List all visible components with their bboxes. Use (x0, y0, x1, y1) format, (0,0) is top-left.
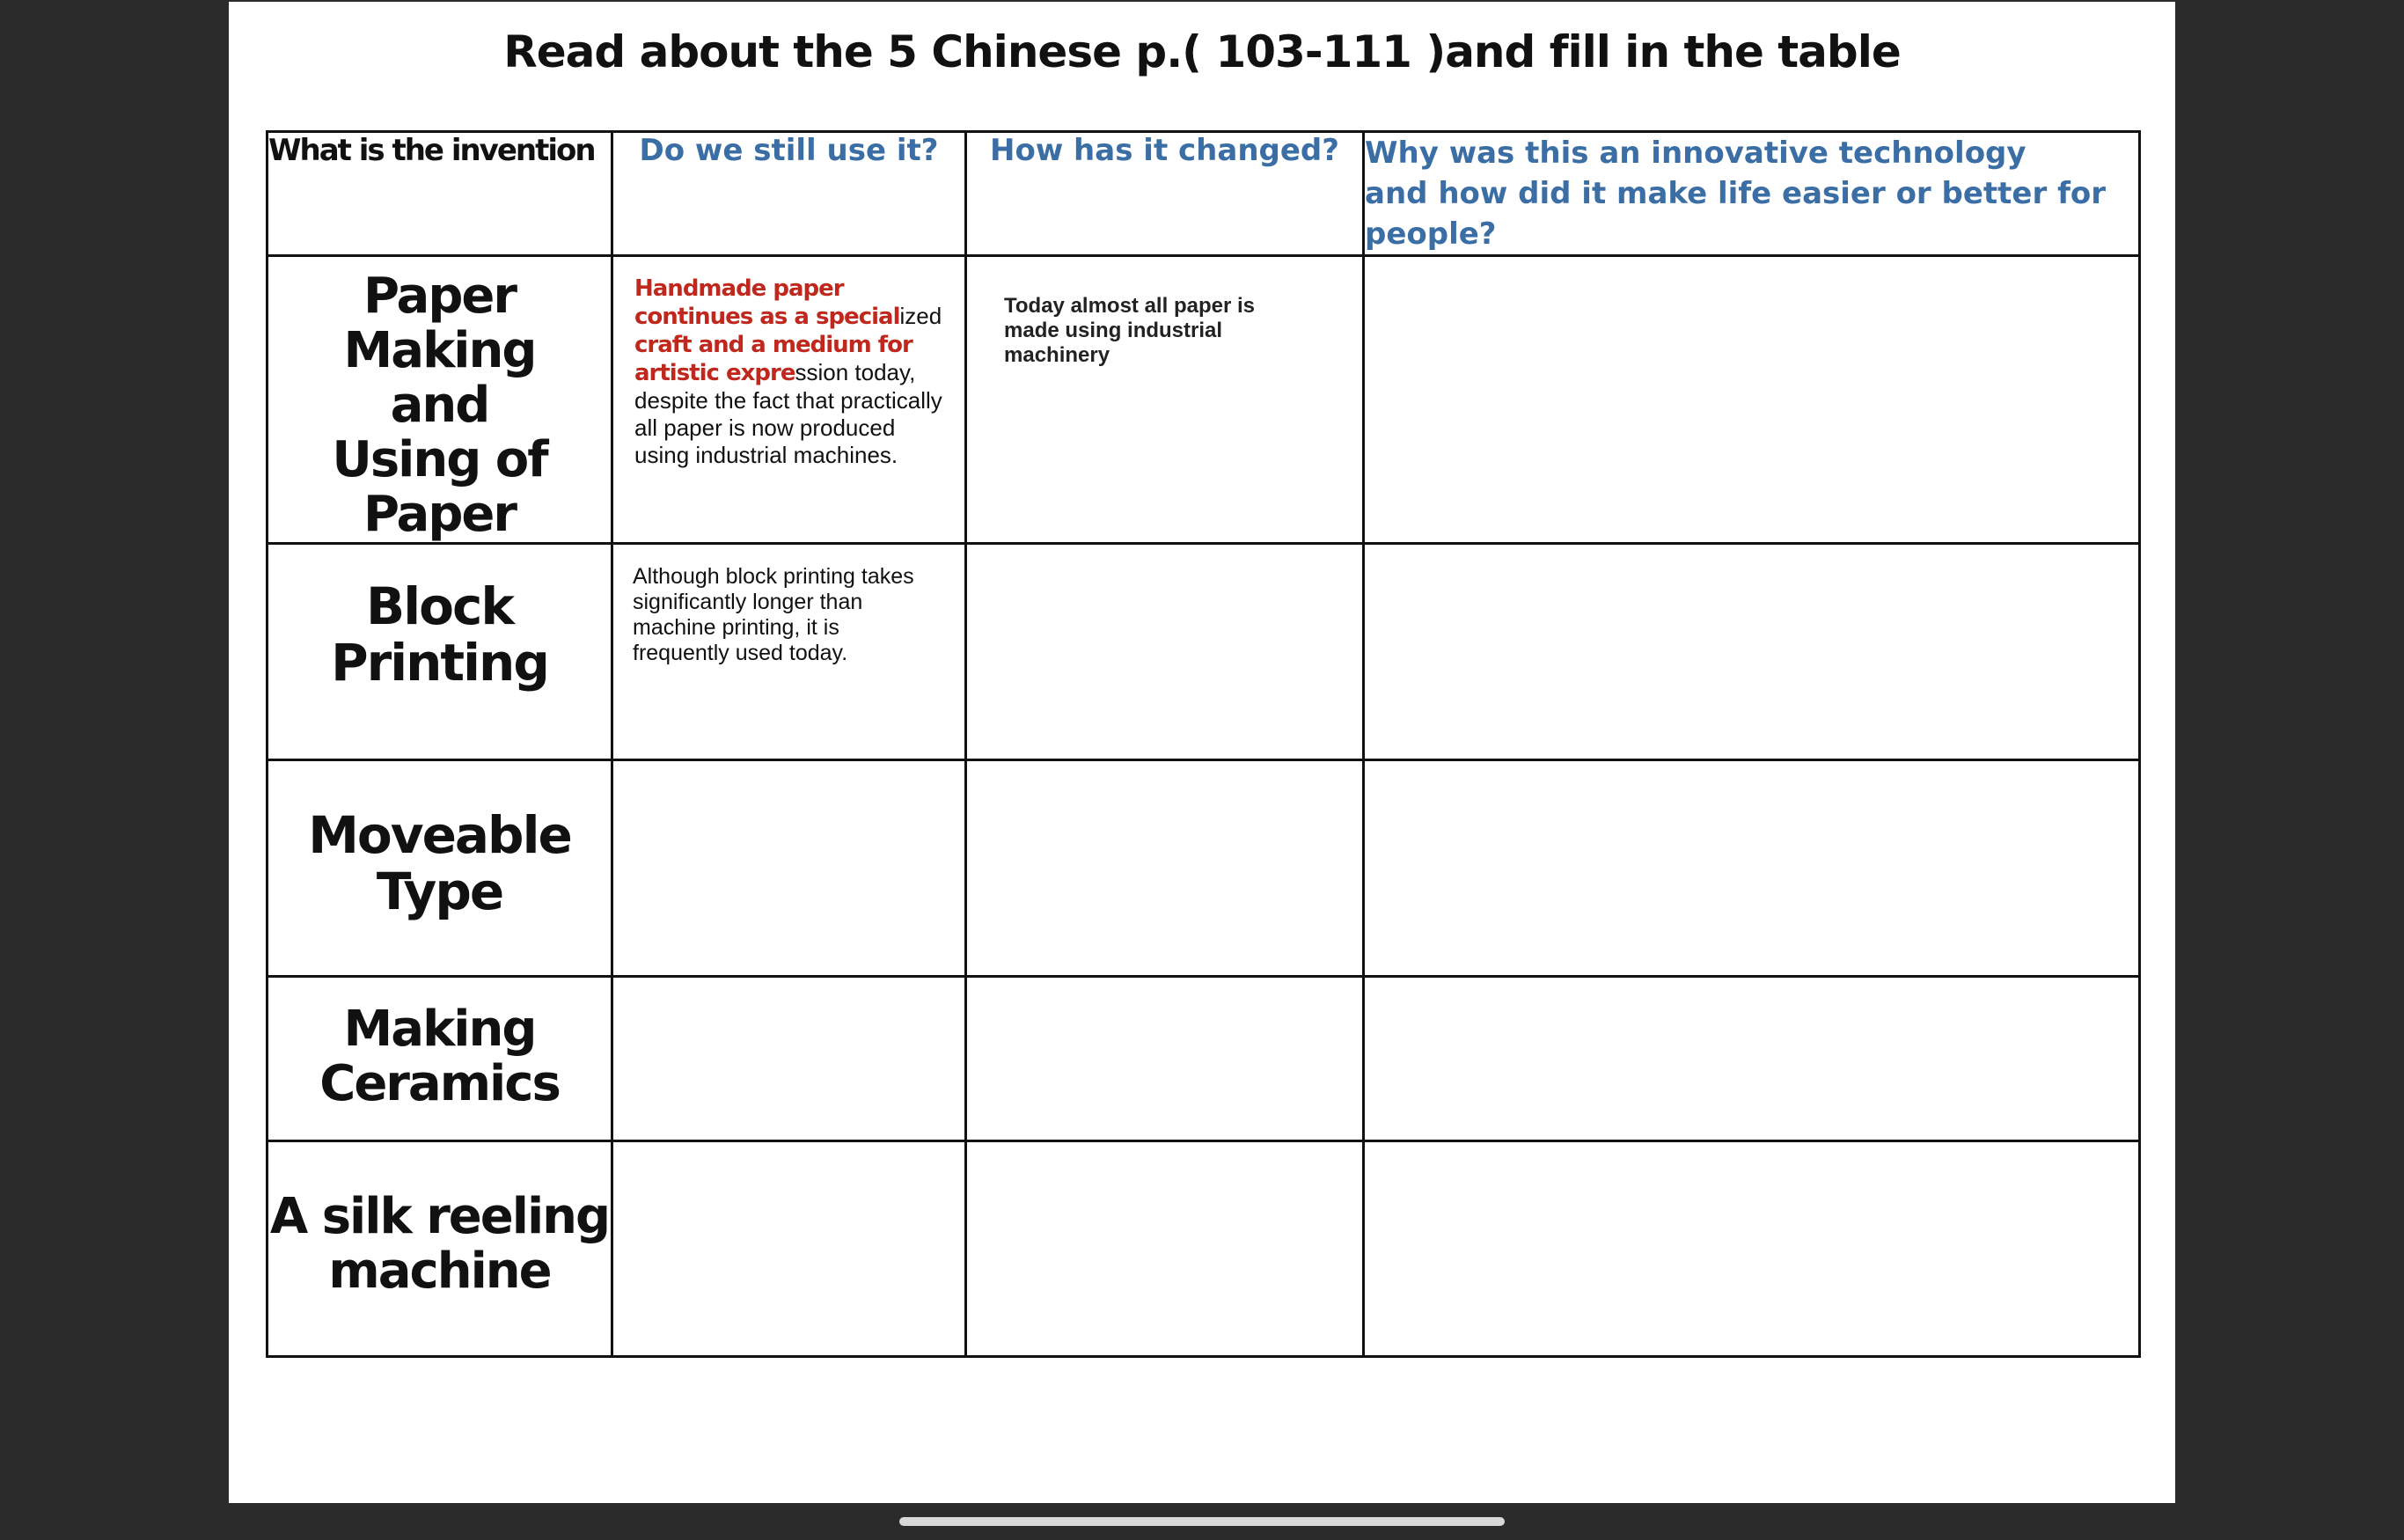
worksheet-title: Read about the 5 Chinese p.( 103-111 )and fill in the table (503, 26, 1901, 77)
still-use-cell-silk[interactable] (612, 1141, 966, 1357)
highlighted-text: Handmade paper continues as a special (634, 275, 900, 330)
still-use-cell-block[interactable] (612, 544, 966, 760)
table-row (268, 760, 2140, 977)
invention-name-line: and (390, 377, 489, 434)
changed-cell-silk[interactable] (966, 1141, 1364, 1357)
invention-cell-type[interactable] (268, 760, 612, 977)
invention-name-line: Printing (331, 633, 548, 693)
invention-name-line: Ceramics (319, 1055, 560, 1112)
invention-cell-block[interactable] (268, 544, 612, 760)
header-invention: What is the invention (268, 132, 612, 256)
header-innovative-line2: and how did it make life easier or better for people? (1365, 176, 2107, 252)
header-still-use: Do we still use it? (612, 132, 966, 256)
header-innovative (1364, 132, 2140, 256)
header-innovative-line1: Why was this an innovative technology (1365, 136, 2027, 171)
table-header-row (268, 132, 2140, 256)
table-row (268, 544, 2140, 760)
invention-name-ceramics (268, 978, 611, 1111)
invention-name-line: Block (366, 576, 513, 636)
still-use-answer-paper (613, 257, 964, 469)
changed-answer-paper: Today almost all paper is made using industrial machinery (1004, 294, 1255, 367)
invention-name-line: Moveable (308, 805, 571, 865)
invention-table (266, 130, 2141, 1358)
invention-name-line: Making (343, 1001, 536, 1058)
changed-cell-paper[interactable] (966, 256, 1364, 544)
invention-cell-silk[interactable] (268, 1141, 612, 1357)
innovative-cell-ceramics[interactable] (1364, 977, 2140, 1141)
invention-cell-ceramics[interactable] (268, 977, 612, 1141)
invention-name-line: machine (328, 1243, 551, 1300)
invention-cell-paper[interactable] (268, 256, 612, 544)
invention-name-silk (268, 1142, 611, 1299)
header-changed: How has it changed? (966, 132, 1364, 256)
home-indicator-bar[interactable] (899, 1517, 1505, 1526)
innovative-cell-type[interactable] (1364, 760, 2140, 977)
changed-cell-ceramics[interactable] (966, 977, 1364, 1141)
still-use-cell-paper[interactable] (612, 256, 966, 544)
invention-name-paper (268, 257, 611, 542)
invention-name-line: Using of Paper (332, 431, 547, 543)
invention-name-line: Type (376, 862, 503, 921)
innovative-cell-paper[interactable] (1364, 256, 2140, 544)
answer-text: ssion today, despite the fact that practically all paper is now produced using industrial machines. (634, 359, 942, 468)
still-use-answer-block: Although block printing takes significantly longer than machine printing, it is frequently used today. (633, 564, 914, 665)
worksheet-page (229, 2, 2175, 1503)
answer-text: ized (899, 303, 942, 329)
changed-cell-block[interactable] (966, 544, 1364, 760)
table-row (268, 256, 2140, 544)
invention-name-line: Paper Making (343, 268, 536, 379)
innovative-cell-block[interactable] (1364, 544, 2140, 760)
highlighted-text: craft and a medium for artistic expre (634, 332, 912, 386)
changed-cell-type[interactable] (966, 760, 1364, 977)
still-use-cell-type[interactable] (612, 760, 966, 977)
table-row (268, 977, 2140, 1141)
table-row (268, 1141, 2140, 1357)
invention-name-block (268, 545, 611, 691)
still-use-cell-ceramics[interactable] (612, 977, 966, 1141)
invention-name-type (268, 761, 611, 920)
innovative-cell-silk[interactable] (1364, 1141, 2140, 1357)
invention-name-line: A silk reeling (269, 1188, 610, 1245)
